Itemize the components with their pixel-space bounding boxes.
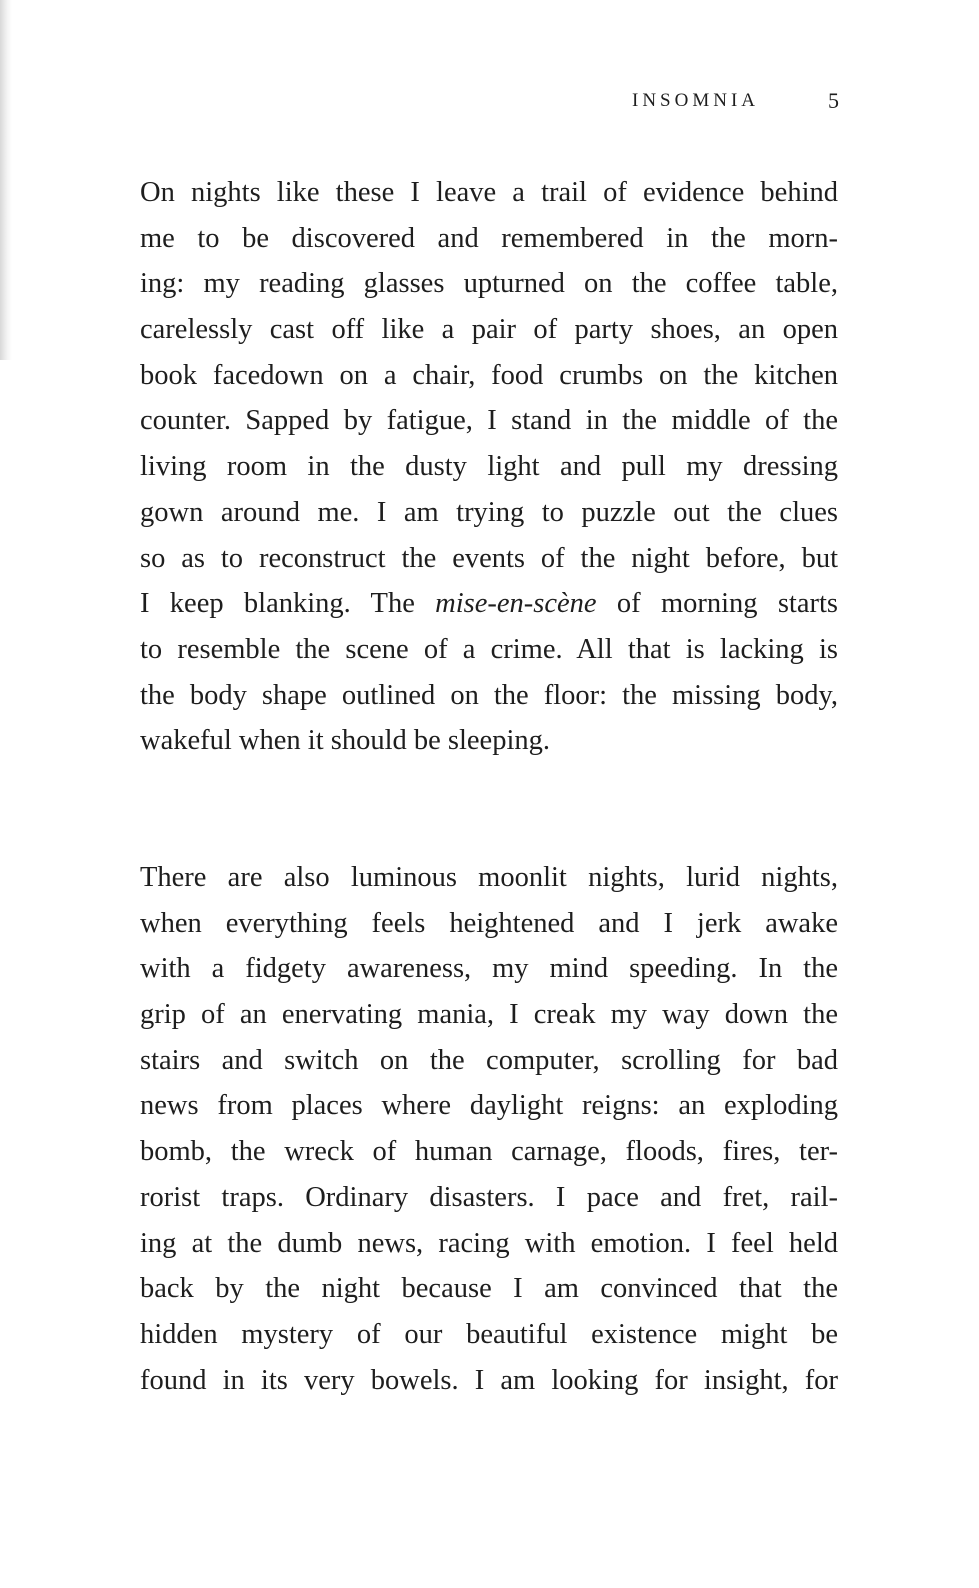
text-line: ing at the dumb news, racing with emotion. I feel held	[140, 1227, 838, 1259]
page-edge-shadow	[0, 0, 12, 360]
text-line	[140, 581, 838, 627]
paragraph-1	[140, 170, 838, 764]
text-line: On nights like these I leave a trail of evidence behind	[140, 177, 838, 208]
text-line: book facedown on a chair, food crumbs on the kitchen	[140, 359, 838, 391]
text-line: living room in the dusty light and pull my dressing	[140, 451, 838, 483]
text-line: grip of an enervating mania, I creak my way down the	[140, 999, 838, 1031]
italic-term: mise-en-scène	[435, 588, 597, 620]
text-line: There are also luminous moonlit nights, lurid nights,	[140, 862, 838, 893]
page-number: 5	[828, 88, 839, 113]
text-line: back by the night because I am convinced that the	[140, 1273, 838, 1305]
text-line: found in its very bowels. I am looking for insight, for	[140, 1364, 838, 1396]
text-line: counter. Sapped by fatigue, I stand in the middle of the	[140, 405, 838, 437]
text-segment: of morning starts	[596, 588, 838, 620]
paragraph-2	[140, 855, 838, 1403]
text-line: wakeful when it should be sleeping.	[140, 725, 550, 757]
text-line: so as to reconstruct the events of the night before, but	[140, 542, 838, 574]
text-line: carelessly cast off like a pair of party shoes, an open	[140, 314, 838, 346]
text-line: news from places where daylight reigns: an exploding	[140, 1090, 838, 1122]
text-line: with a fidgety awareness, my mind speeding. In the	[140, 953, 838, 985]
text-line: hidden mystery of our beautiful existence might be	[140, 1318, 838, 1350]
text-line: gown around me. I am trying to puzzle out the clues	[140, 496, 838, 528]
text-line: bomb, the wreck of human carnage, floods, fires, ter-	[140, 1136, 838, 1168]
text-line: me to be discovered and remembered in the morn-	[140, 222, 838, 254]
text-line: stairs and switch on the computer, scrolling for bad	[140, 1044, 838, 1076]
text-line: to resemble the scene of a crime. All that is lacking is	[140, 633, 838, 665]
text-line: ing: my reading glasses upturned on the coffee table,	[140, 268, 838, 300]
text-line: when everything feels heightened and I jerk awake	[140, 907, 838, 939]
text-line: rorist traps. Ordinary disasters. I pace and fret, rail-	[140, 1181, 838, 1213]
text-line: the body shape outlined on the floor: the missing body,	[140, 679, 838, 711]
text-segment: I keep blanking. The	[140, 588, 436, 620]
running-head: INSOMNIA	[632, 90, 759, 111]
